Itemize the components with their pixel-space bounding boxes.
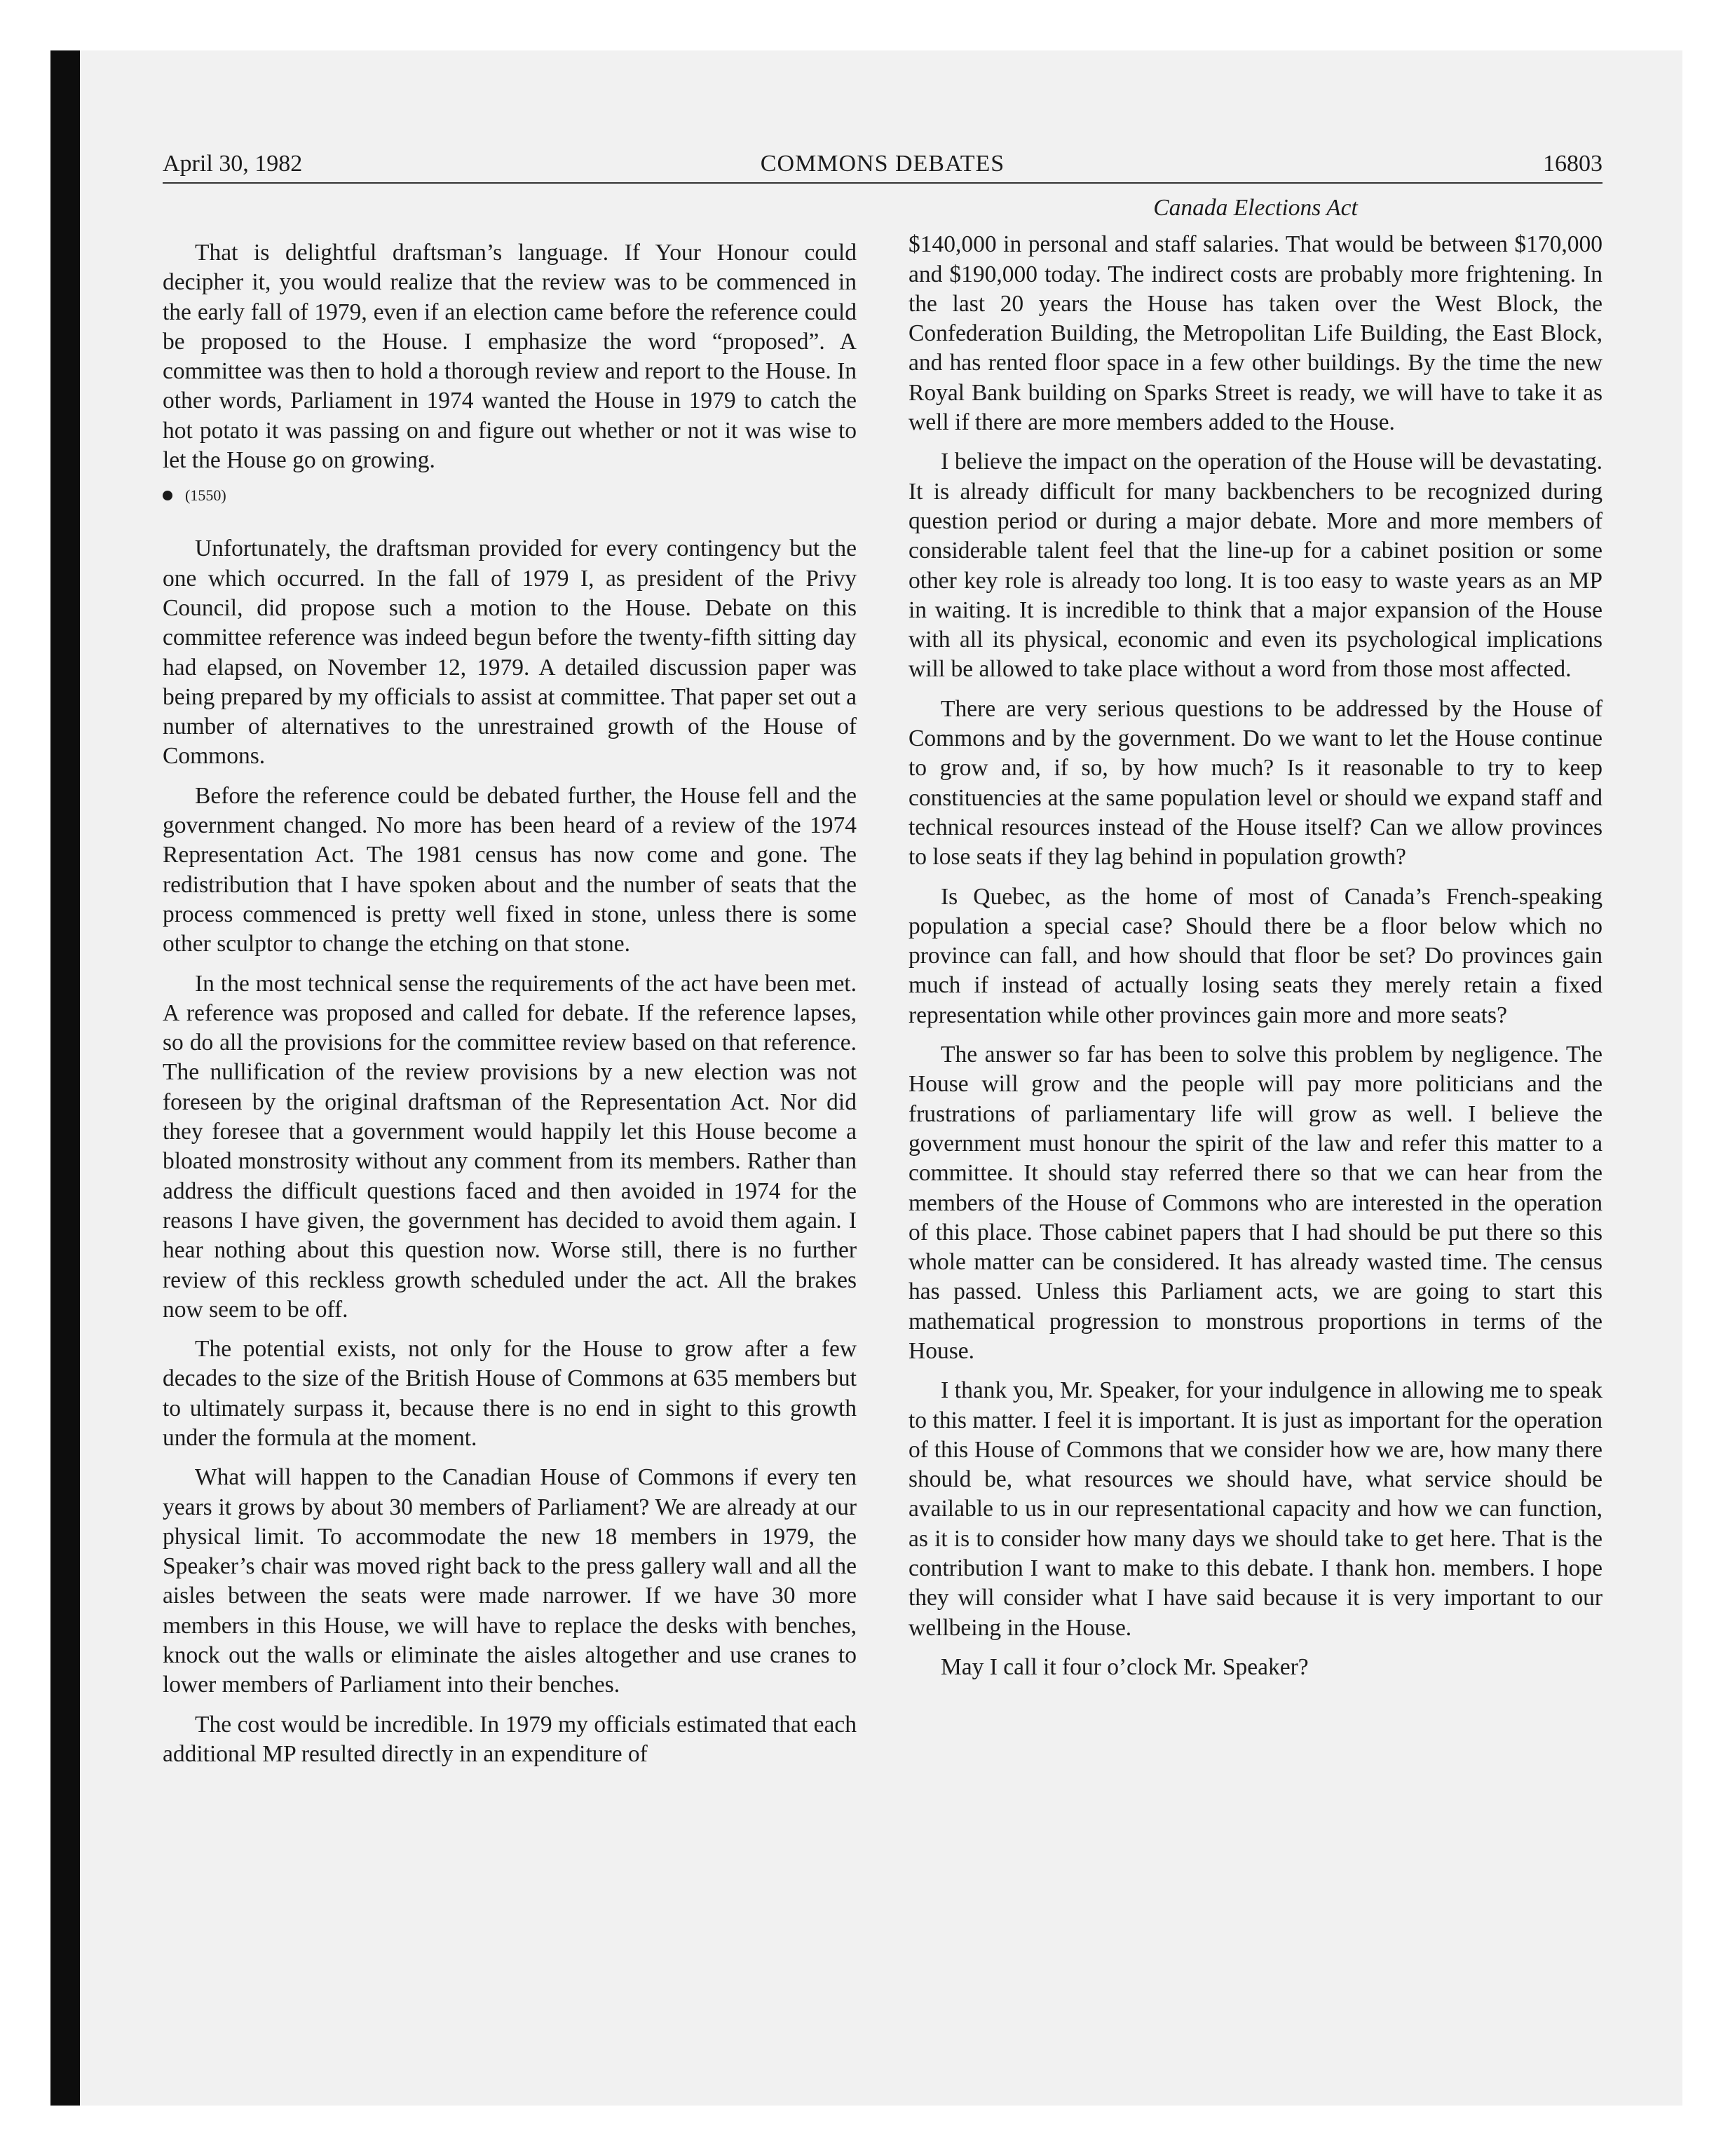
paragraph: In the most technical sense the requirements of the act have been met. A reference was proposed and called for debate. If the reference lapses, so do all the provisions for the committee review based on that reference. The nullification of the review provisions by a new election was not foreseen by the original draftsman of the Representation Act. Nor did they foresee that a government would happily let this House become a bloated monstrosity without any comment from its members. Rather than address the difficult questions faced and then avoided in 1974 for the reasons I have given, the government has decided to avoid them again. I hear nothing about this question now. Worse still, there is no further review of this reckless growth scheduled under the act. All the brakes now seem to be off.	[163, 970, 857, 1323]
section-title: Canada Elections Act	[1153, 195, 1358, 221]
paragraph: Unfortunately, the draftsman provided for every contingency but the one which occurred. In the fall of 1979 I, as president of the Privy Council, did propose such a motion to the House. Debate on this committee reference was indeed begun before the twenty-fifth sitting day had elapsed, on November 12, 1979. A detailed discussion paper was being prepared by my officials to assist at committee. That paper set out a number of alternatives to the unrestrained growth of the House of Commons.	[163, 535, 857, 770]
bullet-icon	[163, 491, 172, 500]
paragraph: That is delightful draftsman’s language. If Your Honour could decipher it, you would realize that the review was to be commenced in the early fall of 1979, even if an election came before the reference could be proposed to the House. I emphasize the word “proposed”. A committee was then to hold a thorough review and report to the House. In other words, Parliament in 1974 wanted the House in 1979 to catch the hot potato it was passing on and figure out whether or not it was wise to let the House go on growing.	[163, 240, 857, 474]
scan-binding-edge	[50, 50, 80, 2106]
left-column	[163, 238, 857, 1779]
right-column	[909, 193, 1603, 1692]
paragraph: What will happen to the Canadian House of Commons if every ten years it grows by about 30 members of Parliament? We are already at our physical limit. To accommodate the new 18 members in 1979, the Speaker’s chair was moved right back to the press gallery wall and all the aisles between the seats were made narrower. If we have 30 more members in this House, we will have to replace the desks with benches, knock out the walls or eliminate the aisles altogether and use cranes to lower members of Parliament into their benches.	[163, 1464, 857, 1698]
document-page	[163, 149, 1603, 1767]
paragraph: The answer so far has been to solve this problem by negligence. The House will grow and the people will pay more politicians and the frustrations of parliamentary life will grow as well. I believe the government must honour the spirit of the law and refer this matter to a committee. It should stay referred there so that we can hear from the members of the House of Commons who are interested in the operation of this place. Those cabinet papers that I had should be put there so this whole matter can be considered. It has already wasted time. The census has passed. Unless this Parliament acts, we are going to start this mathematical progression to monstrous proportions in terms of the House.	[909, 1042, 1603, 1364]
time-marker	[163, 485, 857, 506]
time-marker-text: (1550)	[185, 486, 226, 505]
header-page-number: 16803	[1543, 151, 1603, 177]
paragraph: May I call it four o’clock Mr. Speaker?	[941, 1653, 1309, 1680]
paragraph: There are very serious questions to be addressed by the House of Commons and by the government. Do we want to let the House continue to grow and, if so, by how much? Is it reasonable to try to keep constituencies at the same population level or should we expand staff and technical resources instead of the House itself? Can we allow provinces to lose seats if they lag behind in population growth?	[909, 695, 1603, 871]
header-date: April 30, 1982	[163, 151, 303, 177]
paragraph: I believe the impact on the operation of the House will be devastating. It is already difficult for many backbenchers to be recognized during question period or during a major debate. More and more members of considerable talent feel that the line-up for a cabinet position or some other key role is already too long. It is too easy to waste years as an MP in waiting. It is incredible to think that a major expansion of the House with all its physical, economic and even its psychological implications will be allowed to take place without a word from those most affected.	[909, 449, 1603, 683]
running-head	[163, 149, 1603, 184]
paragraph: The cost would be incredible. In 1979 my officials estimated that each additional MP resulted directly in an expenditure of	[163, 1711, 857, 1767]
paragraph: Is Quebec, as the home of most of Canada’s French-speaking population a special case? Should there be a floor below which no province can fall, and how should that floor be set? Do provinces gain much if instead of actually losing seats they merely retain a fixed representation while other provinces gain more and more seats?	[909, 883, 1603, 1028]
paragraph: The potential exists, not only for the House to grow after a few decades to the size of the British House of Commons at 635 members but to ultimately surpass it, because there is no end in sight to this growth under the formula at the moment.	[163, 1336, 857, 1451]
paragraph: I thank you, Mr. Speaker, for your indulgence in allowing me to speak to this matter. I feel it is important. It is just as important for the operation of this House of Commons that we consider how we are, how many there should be, what resources we should have, what service should be available to us in our representational capacity and how we can function, as it is to consider how many days we should take to get here. That is the contribution I want to make to this debate. I thank hon. members. I hope they will consider what I have said because it is very important to our wellbeing in the House.	[909, 1377, 1603, 1641]
paragraph: Before the reference could be debated further, the House fell and the government changed. No more has been heard of a review of the 1974 Representation Act. The 1981 census has now come and gone. The redistribution that I have spoken about and the number of seats that the process commenced is pretty well fixed in stone, unless there is some other sculptor to change the etching on that stone.	[163, 782, 857, 957]
paragraph: $140,000 in personal and staff salaries. That would be between $170,000 and $190,000 today. The indirect costs are probably more frightening. In the last 20 years the House has taken over the West Block, the Confederation Building, the Metropolitan Life Building, the East Block, and has rented floor space in a few other buildings. By the time the new Royal Bank building on Sparks Street is ready, we will have to take it as well if there are more members added to the House.	[909, 231, 1603, 436]
header-publication: COMMONS DEBATES	[760, 151, 1005, 177]
